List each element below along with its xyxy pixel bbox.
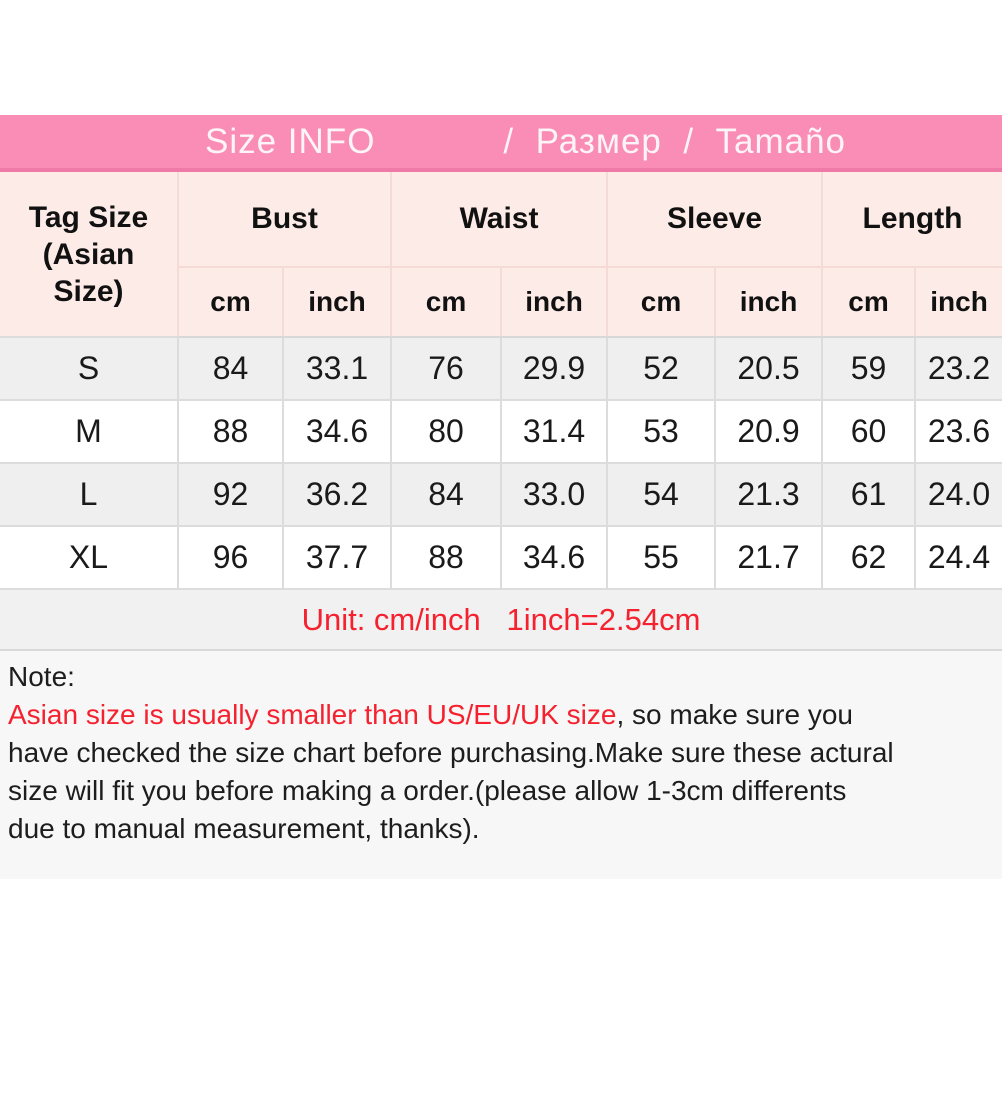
measurement-cell: 34.6 [501,526,607,589]
measurement-cell: 96 [178,526,283,589]
note-line [8,696,994,734]
measurement-cell: 62 [822,526,915,589]
unit-header-length-inch: inch [915,267,1002,337]
measurement-cell: 53 [607,400,715,463]
measurement-cell: 23.6 [915,400,1002,463]
measurement-cell: 84 [178,337,283,400]
size-chart-page [0,115,1002,879]
note-red-text: Asian size is usually smaller than US/EU/UK size [8,699,617,730]
table-row-size-l [0,463,1002,526]
table-group-header-row [0,172,1002,267]
measurement-cell: 92 [178,463,283,526]
measurement-cell: 76 [391,337,501,400]
measurement-cell: 21.7 [715,526,822,589]
size-label-cell: M [0,400,178,463]
corner-header-tag-size: Tag Size (Asian Size) [0,172,178,337]
measurement-cell: 29.9 [501,337,607,400]
note-line [8,810,994,848]
measurement-cell: 80 [391,400,501,463]
measurement-cell: 88 [178,400,283,463]
measurement-cell: 24.0 [915,463,1002,526]
measurement-cell: 52 [607,337,715,400]
note-line [8,772,994,810]
title-text-translations: / Размер / Tamaño [503,121,847,161]
note-text: have checked the size chart before purchasing.Make sure these actural [8,737,894,768]
measurement-cell: 24.4 [915,526,1002,589]
measurement-cell: 37.7 [283,526,391,589]
measurement-cell: 23.2 [915,337,1002,400]
measurement-cell: 34.6 [283,400,391,463]
title-bar [0,115,1002,172]
size-label-cell: XL [0,526,178,589]
note-section [0,651,1002,879]
size-table [0,172,1002,590]
measurement-cell: 60 [822,400,915,463]
group-header-bust: Bust [178,172,391,267]
measurement-cell: 88 [391,526,501,589]
group-header-length: Length [822,172,1002,267]
unit-header-waist-inch: inch [501,267,607,337]
unit-header-bust-cm: cm [178,267,283,337]
measurement-cell: 54 [607,463,715,526]
unit-header-sleeve-inch: inch [715,267,822,337]
measurement-cell: 84 [391,463,501,526]
unit-conversion-text: Unit: cm/inch 1inch=2.54cm [301,601,701,637]
measurement-cell: 61 [822,463,915,526]
note-line [8,734,994,772]
measurement-cell: 31.4 [501,400,607,463]
note-text: due to manual measurement, thanks). [8,813,480,844]
unit-header-length-cm: cm [822,267,915,337]
measurement-cell: 55 [607,526,715,589]
table-row-size-xl [0,526,1002,589]
measurement-cell: 21.3 [715,463,822,526]
measurement-cell: 33.0 [501,463,607,526]
unit-header-bust-inch: inch [283,267,391,337]
note-label: Note: [8,661,75,692]
measurement-cell: 20.9 [715,400,822,463]
title-text-english: Size INFO [205,121,376,161]
size-label-cell: L [0,463,178,526]
unit-header-waist-cm: cm [391,267,501,337]
unit-conversion-note [0,590,1002,651]
table-row-size-m [0,400,1002,463]
note-text: , so make sure you [616,699,854,730]
measurement-cell: 59 [822,337,915,400]
measurement-cell: 36.2 [283,463,391,526]
measurement-cell: 33.1 [283,337,391,400]
unit-header-sleeve-cm: cm [607,267,715,337]
measurement-cell: 20.5 [715,337,822,400]
group-header-sleeve: Sleeve [607,172,822,267]
group-header-waist: Waist [391,172,607,267]
note-text: size will fit you before making a order.(please allow 1-3cm differents [8,775,847,806]
table-row-size-s [0,337,1002,400]
size-label-cell: S [0,337,178,400]
